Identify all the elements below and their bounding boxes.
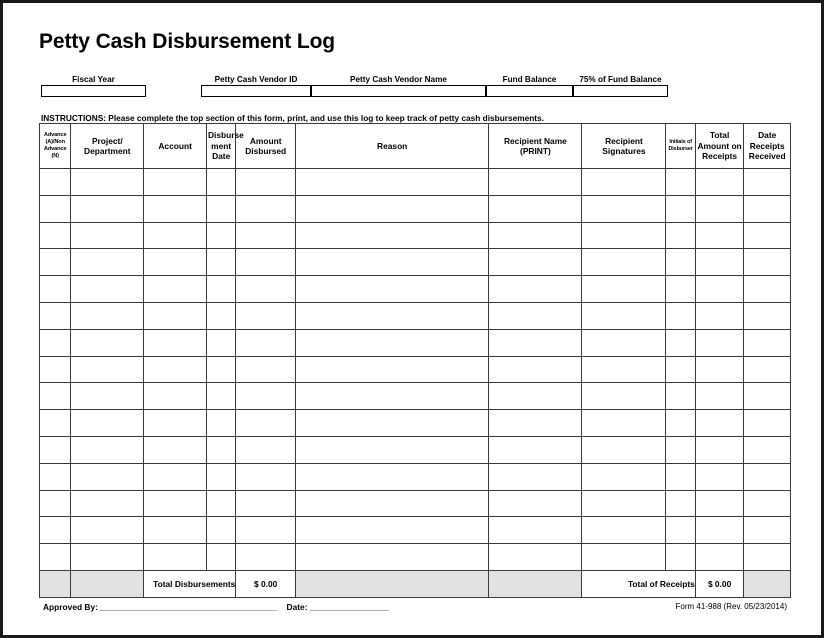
cell-disb_date[interactable]	[206, 544, 235, 571]
cell-receipts_date[interactable]	[744, 436, 791, 463]
table-row	[40, 383, 791, 410]
cell-disb_date[interactable]	[206, 195, 235, 222]
cell-receipts_date[interactable]	[744, 517, 791, 544]
cell-account[interactable]	[144, 544, 207, 571]
cell-receipts_amt[interactable]	[695, 463, 744, 490]
cell-amount[interactable]	[236, 463, 296, 490]
cell-account[interactable]	[144, 222, 207, 249]
cell-project[interactable]	[71, 222, 144, 249]
cell-receipts_date[interactable]	[744, 356, 791, 383]
cell-receipts_date[interactable]	[744, 276, 791, 303]
cell-receipts_date[interactable]	[744, 329, 791, 356]
disbursement-log-table	[39, 123, 791, 598]
cell-advance[interactable]	[40, 490, 71, 517]
cell-disb_date[interactable]	[206, 249, 235, 276]
cell-receipts_date[interactable]	[744, 383, 791, 410]
cell-advance[interactable]	[40, 329, 71, 356]
cell-recipient[interactable]	[489, 383, 582, 410]
cell-amount[interactable]	[236, 222, 296, 249]
column-header-recipient-name	[489, 124, 582, 169]
totals-spacer-advance	[40, 570, 71, 597]
cell-recipient[interactable]	[489, 517, 582, 544]
cell-initials[interactable]	[666, 490, 695, 517]
field-label-75-percent-fund-balance: 75% of Fund Balance	[579, 75, 662, 84]
cell-amount[interactable]	[236, 410, 296, 437]
table-row	[40, 410, 791, 437]
cell-account[interactable]	[144, 517, 207, 544]
column-header-amount-disbursed	[236, 124, 296, 169]
field-input-fund-balance[interactable]	[486, 85, 573, 97]
cell-reason[interactable]	[296, 169, 489, 196]
table-row	[40, 356, 791, 383]
approved-by-label[interactable]: Approved By: ______________________________________	[43, 602, 278, 612]
cell-recipient[interactable]	[489, 195, 582, 222]
cell-advance[interactable]	[40, 356, 71, 383]
column-header-initials-line-1: Initials of	[669, 139, 692, 146]
cell-recipient[interactable]	[489, 169, 582, 196]
cell-amount[interactable]	[236, 517, 296, 544]
column-header-advance-line-3: Advance	[43, 146, 67, 152]
cell-receipts_amt[interactable]	[695, 302, 744, 329]
cell-project[interactable]	[71, 383, 144, 410]
cell-signatures[interactable]	[582, 463, 666, 490]
field-input-75-percent-fund-balance[interactable]	[573, 85, 668, 97]
cell-advance[interactable]	[40, 436, 71, 463]
cell-initials[interactable]	[666, 517, 695, 544]
cell-recipient[interactable]	[489, 249, 582, 276]
table-row	[40, 544, 791, 571]
cell-disb_date[interactable]	[206, 276, 235, 303]
cell-reason[interactable]	[296, 329, 489, 356]
cell-account[interactable]	[144, 410, 207, 437]
cell-advance[interactable]	[40, 517, 71, 544]
cell-account[interactable]	[144, 276, 207, 303]
column-header-reason-line-1: Reason	[377, 140, 408, 151]
total-of-receipts-value[interactable]: $ 0.00	[695, 570, 744, 597]
cell-reason[interactable]	[296, 195, 489, 222]
cell-disb_date[interactable]	[206, 383, 235, 410]
cell-account[interactable]	[144, 249, 207, 276]
cell-signatures[interactable]	[582, 383, 666, 410]
cell-account[interactable]	[144, 436, 207, 463]
column-header-advance-line-2: (A)/Non	[45, 138, 65, 145]
cell-reason[interactable]	[296, 276, 489, 303]
table-row	[40, 517, 791, 544]
table-row	[40, 436, 791, 463]
cell-project[interactable]	[71, 169, 144, 196]
cell-project[interactable]	[71, 544, 144, 571]
column-header-account-line-1: Account	[158, 140, 192, 151]
cell-amount[interactable]	[236, 276, 296, 303]
column-header-disb-date-line-3: Date	[212, 151, 231, 162]
cell-receipts_amt[interactable]	[695, 544, 744, 571]
column-header-receipts-date-line-2: Receipts	[749, 140, 785, 151]
cell-receipts_amt[interactable]	[695, 249, 744, 276]
cell-receipts_amt[interactable]	[695, 490, 744, 517]
cell-recipient[interactable]	[489, 302, 582, 329]
cell-initials[interactable]	[666, 544, 695, 571]
column-header-reason	[296, 124, 489, 169]
field-label-fund-balance: Fund Balance	[502, 75, 557, 84]
table-row	[40, 249, 791, 276]
cell-project[interactable]	[71, 329, 144, 356]
cell-project[interactable]	[71, 463, 144, 490]
cell-reason[interactable]	[296, 249, 489, 276]
field-input-vendor-name[interactable]	[311, 85, 486, 97]
cell-amount[interactable]	[236, 329, 296, 356]
cell-receipts_amt[interactable]	[695, 195, 744, 222]
cell-account[interactable]	[144, 195, 207, 222]
cell-recipient[interactable]	[489, 436, 582, 463]
cell-reason[interactable]	[296, 436, 489, 463]
cell-initials[interactable]	[666, 356, 695, 383]
cell-recipient[interactable]	[489, 490, 582, 517]
cell-disb_date[interactable]	[206, 517, 235, 544]
cell-initials[interactable]	[666, 222, 695, 249]
table-row	[40, 222, 791, 249]
cell-recipient[interactable]	[489, 544, 582, 571]
totals-spacer-recipient	[489, 570, 582, 597]
cell-initials[interactable]	[666, 383, 695, 410]
cell-disb_date[interactable]	[206, 490, 235, 517]
table-row	[40, 329, 791, 356]
column-header-advance-line-4: (N)	[51, 153, 59, 160]
cell-receipts_amt[interactable]	[695, 517, 744, 544]
date-label[interactable]: Date: _________________	[286, 602, 389, 612]
cell-receipts_amt[interactable]	[695, 276, 744, 303]
column-header-receipts-date-line-3: Received	[748, 151, 786, 162]
cell-reason[interactable]	[296, 517, 489, 544]
column-header-advance-line-1: Advance	[43, 131, 67, 138]
cell-reason[interactable]	[296, 463, 489, 490]
cell-receipts_amt[interactable]	[695, 383, 744, 410]
column-header-project-line-1: Project/	[91, 135, 123, 146]
cell-recipient[interactable]	[489, 463, 582, 490]
column-header-account	[144, 124, 207, 169]
cell-receipts_date[interactable]	[744, 195, 791, 222]
cell-advance[interactable]	[40, 169, 71, 196]
cell-initials[interactable]	[666, 249, 695, 276]
field-input-vendor-id[interactable]	[201, 85, 311, 97]
cell-signatures[interactable]	[582, 329, 666, 356]
cell-advance[interactable]	[40, 222, 71, 249]
approval-line	[43, 602, 389, 612]
field-label-fiscal-year: Fiscal Year	[72, 75, 115, 84]
table-row	[40, 169, 791, 196]
cell-initials[interactable]	[666, 302, 695, 329]
field-label-vendor-name: Petty Cash Vendor Name	[350, 75, 447, 84]
cell-initials[interactable]	[666, 195, 695, 222]
cell-receipts_amt[interactable]	[695, 329, 744, 356]
cell-receipts_date[interactable]	[744, 302, 791, 329]
cell-receipts_date[interactable]	[744, 249, 791, 276]
cell-amount[interactable]	[236, 490, 296, 517]
cell-signatures[interactable]	[582, 222, 666, 249]
cell-project[interactable]	[71, 302, 144, 329]
cell-project[interactable]	[71, 436, 144, 463]
cell-account[interactable]	[144, 490, 207, 517]
cell-project[interactable]	[71, 249, 144, 276]
cell-disb_date[interactable]	[206, 329, 235, 356]
cell-advance[interactable]	[40, 302, 71, 329]
column-header-amount-line-2: Disbursed	[245, 146, 287, 156]
cell-advance[interactable]	[40, 383, 71, 410]
cell-initials[interactable]	[666, 329, 695, 356]
cell-signatures[interactable]	[582, 490, 666, 517]
cell-advance[interactable]	[40, 276, 71, 303]
cell-reason[interactable]	[296, 490, 489, 517]
cell-amount[interactable]	[236, 383, 296, 410]
cell-signatures[interactable]	[582, 249, 666, 276]
column-header-initials-line-2: Disburser	[668, 146, 693, 152]
cell-project[interactable]	[71, 195, 144, 222]
column-header-recipient-signatures	[582, 124, 666, 169]
cell-initials[interactable]	[666, 436, 695, 463]
column-header-recipient-line-2: (PRINT)	[520, 146, 551, 156]
column-header-receipts-amt-line-1: Total	[709, 130, 730, 141]
cell-disb_date[interactable]	[206, 356, 235, 383]
cell-amount[interactable]	[236, 249, 296, 276]
cell-advance[interactable]	[40, 463, 71, 490]
column-header-receipts-amt-line-3: Receipts	[702, 151, 738, 162]
cell-amount[interactable]	[236, 436, 296, 463]
cell-amount[interactable]	[236, 356, 296, 383]
cell-advance[interactable]	[40, 195, 71, 222]
column-header-receipts-date-line-1: Date	[758, 130, 777, 141]
cell-initials[interactable]	[666, 169, 695, 196]
cell-signatures[interactable]	[582, 410, 666, 437]
cell-reason[interactable]	[296, 222, 489, 249]
cell-account[interactable]	[144, 356, 207, 383]
cell-signatures[interactable]	[582, 436, 666, 463]
cell-signatures[interactable]	[582, 195, 666, 222]
cell-account[interactable]	[144, 302, 207, 329]
column-header-amount-line-1: Amount	[249, 135, 282, 146]
cell-advance[interactable]	[40, 410, 71, 437]
totals-spacer-receipts-date	[744, 570, 791, 597]
instructions-text: INSTRUCTIONS: Please complete the top section of this form, print, and use this log to keep track of petty cash disbursements.	[41, 113, 544, 123]
total-disbursements-value[interactable]: $ 0.00	[236, 570, 296, 597]
form-sheet	[3, 3, 821, 635]
field-input-fiscal-year[interactable]	[41, 85, 146, 97]
cell-disb_date[interactable]	[206, 302, 235, 329]
cell-recipient[interactable]	[489, 410, 582, 437]
cell-amount[interactable]	[236, 302, 296, 329]
column-header-disb-date-line-2: ment	[211, 140, 232, 151]
cell-receipts_date[interactable]	[744, 463, 791, 490]
page-title: Petty Cash Disbursement Log	[39, 30, 336, 53]
cell-recipient[interactable]	[489, 356, 582, 383]
cell-account[interactable]	[144, 169, 207, 196]
total-disbursements-label: Total Disbursements	[144, 570, 236, 597]
cell-disb_date[interactable]	[206, 436, 235, 463]
cell-amount[interactable]	[236, 195, 296, 222]
cell-initials[interactable]	[666, 463, 695, 490]
form-number: Form 41-988 (Rev. 05/23/2014)	[675, 602, 787, 611]
cell-receipts_date[interactable]	[744, 222, 791, 249]
column-header-disbursement-date	[206, 124, 244, 169]
column-header-recipient-line-1: Recipient Name	[503, 135, 567, 146]
cell-receipts_date[interactable]	[744, 169, 791, 196]
column-header-project-line-2: Department	[84, 146, 131, 156]
cell-receipts_date[interactable]	[744, 410, 791, 437]
column-header-disb-date-line-1: Disburse	[207, 130, 244, 141]
totals-spacer-reason	[296, 570, 489, 597]
column-header-receipts-amt-line-2: Amount on	[697, 140, 742, 151]
cell-project[interactable]	[71, 490, 144, 517]
totals-spacer-project	[71, 570, 144, 597]
cell-reason[interactable]	[296, 302, 489, 329]
cell-amount[interactable]	[236, 169, 296, 196]
cell-account[interactable]	[144, 329, 207, 356]
cell-advance[interactable]	[40, 249, 71, 276]
cell-signatures[interactable]	[582, 169, 666, 196]
table-row	[40, 276, 791, 303]
cell-project[interactable]	[71, 356, 144, 383]
table-body	[40, 169, 791, 598]
table-row	[40, 195, 791, 222]
column-header-signatures-line-1: Recipient Signatures	[602, 135, 646, 156]
cell-receipts_amt[interactable]	[695, 436, 744, 463]
cell-signatures[interactable]	[582, 544, 666, 571]
cell-disb_date[interactable]	[206, 463, 235, 490]
cell-disb_date[interactable]	[206, 169, 235, 196]
cell-initials[interactable]	[666, 410, 695, 437]
table-header-row	[40, 124, 791, 169]
totals-row	[40, 570, 791, 597]
cell-amount[interactable]	[236, 544, 296, 571]
cell-initials[interactable]	[666, 276, 695, 303]
column-header-project-department	[71, 124, 144, 169]
cell-project[interactable]	[71, 517, 144, 544]
total-of-receipts-label: Total of Receipts	[582, 570, 695, 597]
cell-project[interactable]	[71, 410, 144, 437]
cell-recipient[interactable]	[489, 329, 582, 356]
cell-signatures[interactable]	[582, 276, 666, 303]
cell-disb_date[interactable]	[206, 222, 235, 249]
column-header-initials-of-disburser	[666, 124, 695, 169]
cell-reason[interactable]	[296, 410, 489, 437]
cell-receipts_amt[interactable]	[695, 410, 744, 437]
cell-receipts_date[interactable]	[744, 490, 791, 517]
cell-receipts_amt[interactable]	[695, 169, 744, 196]
cell-receipts_date[interactable]	[744, 544, 791, 571]
column-header-total-amount-on-receipts	[695, 124, 744, 169]
cell-signatures[interactable]	[582, 517, 666, 544]
cell-receipts_amt[interactable]	[695, 356, 744, 383]
cell-account[interactable]	[144, 463, 207, 490]
cell-reason[interactable]	[296, 383, 489, 410]
table-row	[40, 463, 791, 490]
cell-project[interactable]	[71, 276, 144, 303]
field-label-vendor-id: Petty Cash Vendor ID	[214, 75, 298, 84]
cell-signatures[interactable]	[582, 302, 666, 329]
table-row	[40, 302, 791, 329]
cell-account[interactable]	[144, 383, 207, 410]
column-header-advance	[40, 124, 71, 169]
cell-signatures[interactable]	[582, 356, 666, 383]
cell-disb_date[interactable]	[206, 410, 235, 437]
cell-recipient[interactable]	[489, 222, 582, 249]
cell-reason[interactable]	[296, 544, 489, 571]
table-row	[40, 490, 791, 517]
cell-advance[interactable]	[40, 544, 71, 571]
column-header-date-receipts-received	[744, 124, 791, 169]
cell-reason[interactable]	[296, 356, 489, 383]
cell-receipts_amt[interactable]	[695, 222, 744, 249]
cell-recipient[interactable]	[489, 276, 582, 303]
